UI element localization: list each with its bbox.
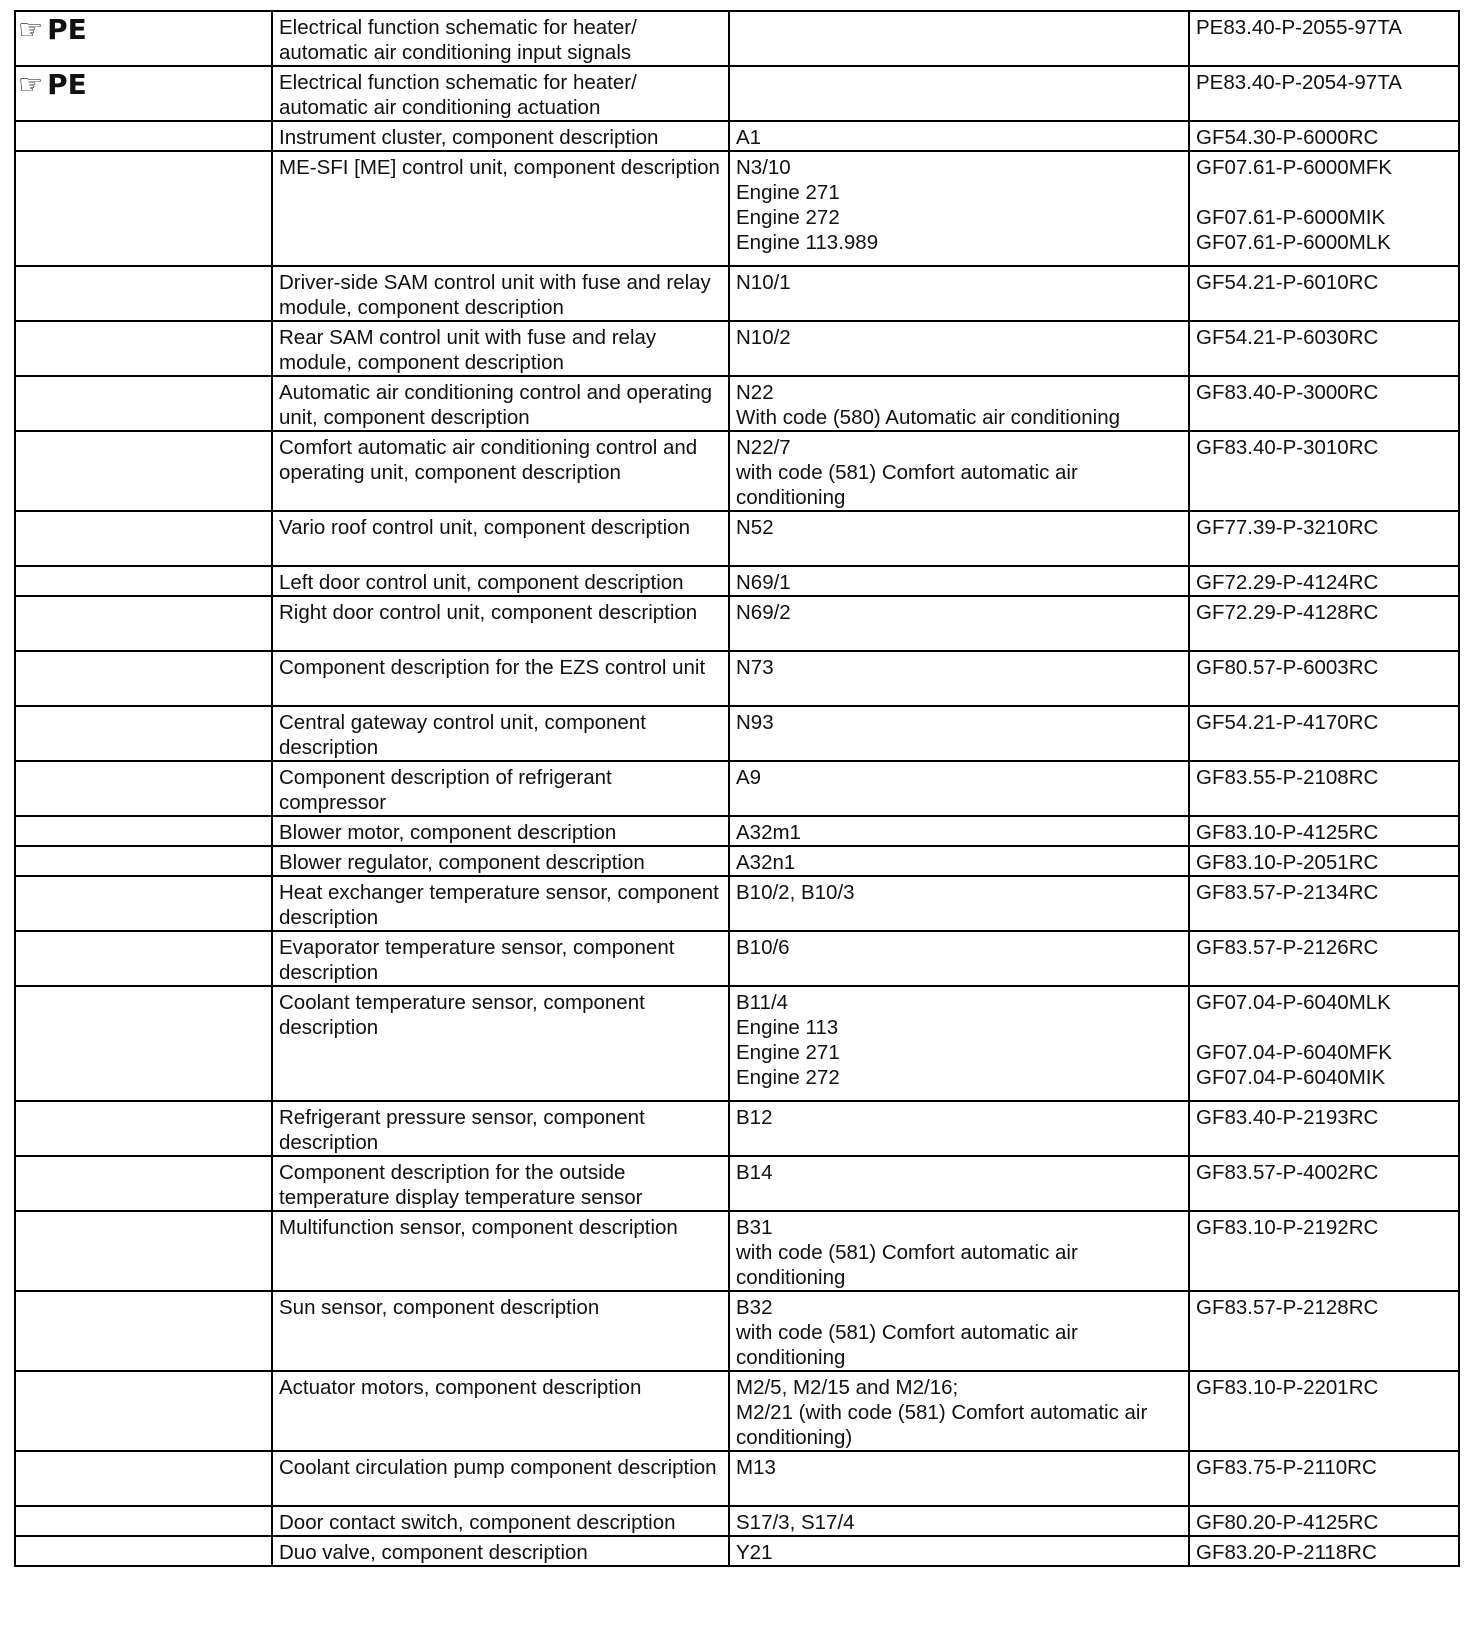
- component-code: A32m1: [736, 821, 801, 844]
- description-cell: ME-SFI [ME] control unit, component description: [272, 151, 729, 266]
- document-number-cell: [1189, 1506, 1459, 1536]
- table-row: [15, 66, 1459, 121]
- component-cell: [729, 596, 1189, 651]
- description-cell: Door contact switch, component description: [272, 1506, 729, 1536]
- description-cell: Multifunction sensor, component description: [272, 1211, 729, 1291]
- document-number-cell: [1189, 511, 1459, 566]
- component-cell: [729, 1156, 1189, 1211]
- document-number-link[interactable]: GF83.57-P-4002RC: [1196, 1161, 1379, 1184]
- document-number-cell: [1189, 266, 1459, 321]
- description-cell: Comfort automatic air conditioning control and operating unit, component description: [272, 431, 729, 511]
- table-row: [15, 121, 1459, 151]
- component-cell: [729, 706, 1189, 761]
- component-cell: [729, 1536, 1189, 1566]
- component-code: B11/4: [736, 991, 789, 1014]
- component-cell: [729, 1451, 1189, 1506]
- marker-cell: [15, 1156, 272, 1211]
- component-cell: [729, 931, 1189, 986]
- document-number-link: [1196, 180, 1452, 205]
- component-code: N10/2: [736, 326, 791, 349]
- component-code: Engine 272: [736, 206, 840, 229]
- component-code: with code (581) Comfort automatic air conditioning: [736, 461, 1078, 509]
- marker-cell: [15, 266, 272, 321]
- document-number-link[interactable]: GF83.75-P-2110RC: [1196, 1456, 1377, 1479]
- component-cell: [729, 121, 1189, 151]
- document-number-link[interactable]: GF83.20-P-2118RC: [1196, 1541, 1377, 1564]
- table-row: [15, 1536, 1459, 1566]
- document-number-link[interactable]: PE83.40-P-2054-97TA: [1196, 71, 1402, 94]
- document-number-link[interactable]: GF07.61-P-6000MLK: [1196, 231, 1391, 254]
- component-cell: [729, 11, 1189, 66]
- document-number-link[interactable]: GF54.21-P-6010RC: [1196, 271, 1379, 294]
- description-cell: Automatic air conditioning control and operating unit, component description: [272, 376, 729, 431]
- marker-cell: [15, 11, 272, 66]
- description-cell: Rear SAM control unit with fuse and relay module, component description: [272, 321, 729, 376]
- component-code: N93: [736, 711, 774, 734]
- component-cell: [729, 846, 1189, 876]
- marker-cell: [15, 566, 272, 596]
- description-cell: Component description for the EZS control unit: [272, 651, 729, 706]
- document-number-cell: [1189, 431, 1459, 511]
- document-number-cell: [1189, 596, 1459, 651]
- pointing-hand-icon: ☞: [18, 68, 44, 101]
- description-cell: Component description of refrigerant compressor: [272, 761, 729, 816]
- document-number-link[interactable]: GF83.40-P-3000RC: [1196, 381, 1379, 404]
- component-cell: [729, 321, 1189, 376]
- marker-cell: [15, 1101, 272, 1156]
- document-number-link[interactable]: GF72.29-P-4128RC: [1196, 601, 1379, 624]
- component-code: B14: [736, 1161, 773, 1184]
- document-number-link[interactable]: GF07.04-P-6040MLK: [1196, 991, 1391, 1014]
- reference-table-body: [15, 11, 1459, 1566]
- table-row: [15, 706, 1459, 761]
- document-number-cell: [1189, 151, 1459, 266]
- component-cell: [729, 651, 1189, 706]
- table-row: [15, 376, 1459, 431]
- description-cell: Coolant temperature sensor, component description: [272, 986, 729, 1101]
- component-code: N3/10: [736, 156, 791, 179]
- description-cell: Driver-side SAM control unit with fuse and relay module, component description: [272, 266, 729, 321]
- component-code: B31: [736, 1216, 773, 1239]
- document-number-cell: [1189, 931, 1459, 986]
- component-code: A32n1: [736, 851, 796, 874]
- marker-cell: [15, 1451, 272, 1506]
- document-number-link[interactable]: GF83.40-P-2193RC: [1196, 1106, 1379, 1129]
- description-cell: Evaporator temperature sensor, component description: [272, 931, 729, 986]
- description-cell: Electrical function schematic for heater/ automatic air conditioning actuation: [272, 66, 729, 121]
- table-row: [15, 761, 1459, 816]
- marker-cell: [15, 431, 272, 511]
- pointing-hand-icon: ☞: [18, 13, 44, 46]
- document-number-link: [1196, 1015, 1452, 1040]
- table-row: [15, 511, 1459, 566]
- document-number-link[interactable]: GF54.30-P-6000RC: [1196, 126, 1379, 149]
- component-code: Engine 113: [736, 1016, 839, 1039]
- marker-cell: [15, 931, 272, 986]
- component-cell: [729, 431, 1189, 511]
- component-code: N52: [736, 516, 774, 539]
- component-code: with code (581) Comfort automatic air conditioning: [736, 1241, 1078, 1289]
- table-row: [15, 321, 1459, 376]
- component-code: M13: [736, 1456, 776, 1479]
- table-row: [15, 1101, 1459, 1156]
- document-number-link[interactable]: GF07.04-P-6040MIK: [1196, 1066, 1386, 1089]
- table-row: [15, 11, 1459, 66]
- table-row: [15, 816, 1459, 846]
- component-code: B10/2, B10/3: [736, 881, 855, 904]
- document-number-cell: [1189, 876, 1459, 931]
- table-row: [15, 1506, 1459, 1536]
- component-cell: [729, 876, 1189, 931]
- component-code: Engine 272: [736, 1066, 840, 1089]
- marker-cell: [15, 1536, 272, 1566]
- component-code: N22: [736, 381, 774, 404]
- document-number-cell: [1189, 706, 1459, 761]
- component-code: Y21: [736, 1541, 773, 1564]
- document-number-cell: [1189, 1291, 1459, 1371]
- document-number-cell: [1189, 121, 1459, 151]
- document-number-cell: [1189, 761, 1459, 816]
- document-number-link[interactable]: GF83.55-P-2108RC: [1196, 766, 1379, 789]
- document-number-cell: [1189, 816, 1459, 846]
- document-number-cell: [1189, 1536, 1459, 1566]
- reference-table: [14, 10, 1460, 1567]
- description-cell: Sun sensor, component description: [272, 1291, 729, 1371]
- table-row: [15, 266, 1459, 321]
- table-row: [15, 931, 1459, 986]
- document-number-cell: [1189, 376, 1459, 431]
- component-cell: [729, 66, 1189, 121]
- description-cell: Blower regulator, component description: [272, 846, 729, 876]
- description-cell: Instrument cluster, component description: [272, 121, 729, 151]
- table-row: [15, 1451, 1459, 1506]
- component-code: B32: [736, 1296, 773, 1319]
- document-number-cell: [1189, 1211, 1459, 1291]
- marker-cell: [15, 651, 272, 706]
- pe-label: PE: [47, 13, 87, 46]
- document-number-link[interactable]: GF83.10-P-2201RC: [1196, 1376, 1379, 1399]
- marker-cell: [15, 66, 272, 121]
- pe-reference-link[interactable]: [18, 15, 87, 45]
- component-cell: [729, 1291, 1189, 1371]
- component-code: Engine 271: [736, 1041, 840, 1064]
- component-code: N69/2: [736, 601, 791, 624]
- component-code: B12: [736, 1106, 773, 1129]
- component-cell: [729, 1371, 1189, 1451]
- component-cell: [729, 566, 1189, 596]
- document-number-cell: [1189, 1101, 1459, 1156]
- component-code: A1: [736, 126, 762, 149]
- table-row: [15, 846, 1459, 876]
- component-code: N22/7: [736, 436, 791, 459]
- document-number-link[interactable]: GF07.04-P-6040MFK: [1196, 1041, 1392, 1064]
- component-cell: [729, 376, 1189, 431]
- document-number-link[interactable]: GF83.10-P-2192RC: [1196, 1216, 1379, 1239]
- component-code: A9: [736, 766, 762, 789]
- marker-cell: [15, 321, 272, 376]
- component-cell: [729, 761, 1189, 816]
- description-cell: Electrical function schematic for heater/ automatic air conditioning input signals: [272, 11, 729, 66]
- description-cell: Refrigerant pressure sensor, component description: [272, 1101, 729, 1156]
- document-number-link[interactable]: GF77.39-P-3210RC: [1196, 516, 1379, 539]
- component-code: with code (581) Comfort automatic air conditioning: [736, 1321, 1078, 1369]
- component-cell: [729, 266, 1189, 321]
- document-number-link[interactable]: PE83.40-P-2055-97TA: [1196, 16, 1402, 39]
- marker-cell: [15, 1371, 272, 1451]
- component-cell: [729, 816, 1189, 846]
- component-cell: [729, 986, 1189, 1101]
- marker-cell: [15, 846, 272, 876]
- table-row: [15, 876, 1459, 931]
- document-number-cell: [1189, 66, 1459, 121]
- document-number-link[interactable]: GF83.57-P-2134RC: [1196, 881, 1379, 904]
- document-number-cell: [1189, 846, 1459, 876]
- component-code: N73: [736, 656, 774, 679]
- component-code: Engine 113.989: [736, 231, 879, 254]
- document-number-cell: [1189, 11, 1459, 66]
- document-number-link[interactable]: GF54.21-P-4170RC: [1196, 711, 1379, 734]
- table-row: [15, 151, 1459, 266]
- marker-cell: [15, 1211, 272, 1291]
- marker-cell: [15, 761, 272, 816]
- document-number-link[interactable]: GF72.29-P-4124RC: [1196, 571, 1379, 594]
- marker-cell: [15, 816, 272, 846]
- marker-cell: [15, 151, 272, 266]
- marker-cell: [15, 376, 272, 431]
- document-number-link[interactable]: GF83.10-P-4125RC: [1196, 821, 1379, 844]
- table-row: [15, 986, 1459, 1101]
- table-row: [15, 596, 1459, 651]
- component-code: B10/6: [736, 936, 790, 959]
- table-row: [15, 1291, 1459, 1371]
- description-cell: Left door control unit, component description: [272, 566, 729, 596]
- description-cell: Blower motor, component description: [272, 816, 729, 846]
- document-number-link[interactable]: GF80.20-P-4125RC: [1196, 1511, 1379, 1534]
- document-number-cell: [1189, 651, 1459, 706]
- marker-cell: [15, 1291, 272, 1371]
- description-cell: Central gateway control unit, component description: [272, 706, 729, 761]
- document-number-link[interactable]: GF83.57-P-2126RC: [1196, 936, 1379, 959]
- component-cell: [729, 1506, 1189, 1536]
- marker-cell: [15, 706, 272, 761]
- document-number-link[interactable]: GF07.61-P-6000MFK: [1196, 156, 1392, 179]
- document-number-link[interactable]: GF83.10-P-2051RC: [1196, 851, 1379, 874]
- component-code: S17/3, S17/4: [736, 1511, 855, 1534]
- component-code: N69/1: [736, 571, 791, 594]
- document-number-cell: [1189, 566, 1459, 596]
- component-code: N10/1: [736, 271, 791, 294]
- component-code: M2/5, M2/15 and M2/16;: [736, 1376, 959, 1399]
- marker-cell: [15, 596, 272, 651]
- document-number-link[interactable]: GF83.57-P-2128RC: [1196, 1296, 1379, 1319]
- component-cell: [729, 1101, 1189, 1156]
- marker-cell: [15, 986, 272, 1101]
- table-row: [15, 1371, 1459, 1451]
- description-cell: Coolant circulation pump component description: [272, 1451, 729, 1506]
- component-cell: [729, 511, 1189, 566]
- description-cell: Vario roof control unit, component description: [272, 511, 729, 566]
- document-number-cell: [1189, 986, 1459, 1101]
- pe-label: PE: [47, 68, 87, 101]
- marker-cell: [15, 511, 272, 566]
- component-cell: [729, 151, 1189, 266]
- description-cell: Heat exchanger temperature sensor, component description: [272, 876, 729, 931]
- component-code: M2/21 (with code (581) Comfort automatic air conditioning): [736, 1401, 1148, 1449]
- document-number-cell: [1189, 1371, 1459, 1451]
- table-row: [15, 431, 1459, 511]
- table-row: [15, 651, 1459, 706]
- description-cell: Component description for the outside temperature display temperature sensor: [272, 1156, 729, 1211]
- marker-cell: [15, 876, 272, 931]
- description-cell: Duo valve, component description: [272, 1536, 729, 1566]
- document-number-link[interactable]: GF83.40-P-3010RC: [1196, 436, 1379, 459]
- table-row: [15, 566, 1459, 596]
- description-cell: Right door control unit, component description: [272, 596, 729, 651]
- document-number-cell: [1189, 1156, 1459, 1211]
- document-number-link[interactable]: GF07.61-P-6000MIK: [1196, 206, 1386, 229]
- document-number-link[interactable]: GF80.57-P-6003RC: [1196, 656, 1379, 679]
- document-number-link[interactable]: GF54.21-P-6030RC: [1196, 326, 1379, 349]
- marker-cell: [15, 1506, 272, 1536]
- document-number-cell: [1189, 1451, 1459, 1506]
- component-code: Engine 271: [736, 181, 840, 204]
- marker-cell: [15, 121, 272, 151]
- table-row: [15, 1211, 1459, 1291]
- component-code: With code (580) Automatic air conditioning: [736, 406, 1121, 429]
- table-row: [15, 1156, 1459, 1211]
- document-number-cell: [1189, 321, 1459, 376]
- component-cell: [729, 1211, 1189, 1291]
- description-cell: Actuator motors, component description: [272, 1371, 729, 1451]
- pe-reference-link[interactable]: [18, 70, 87, 100]
